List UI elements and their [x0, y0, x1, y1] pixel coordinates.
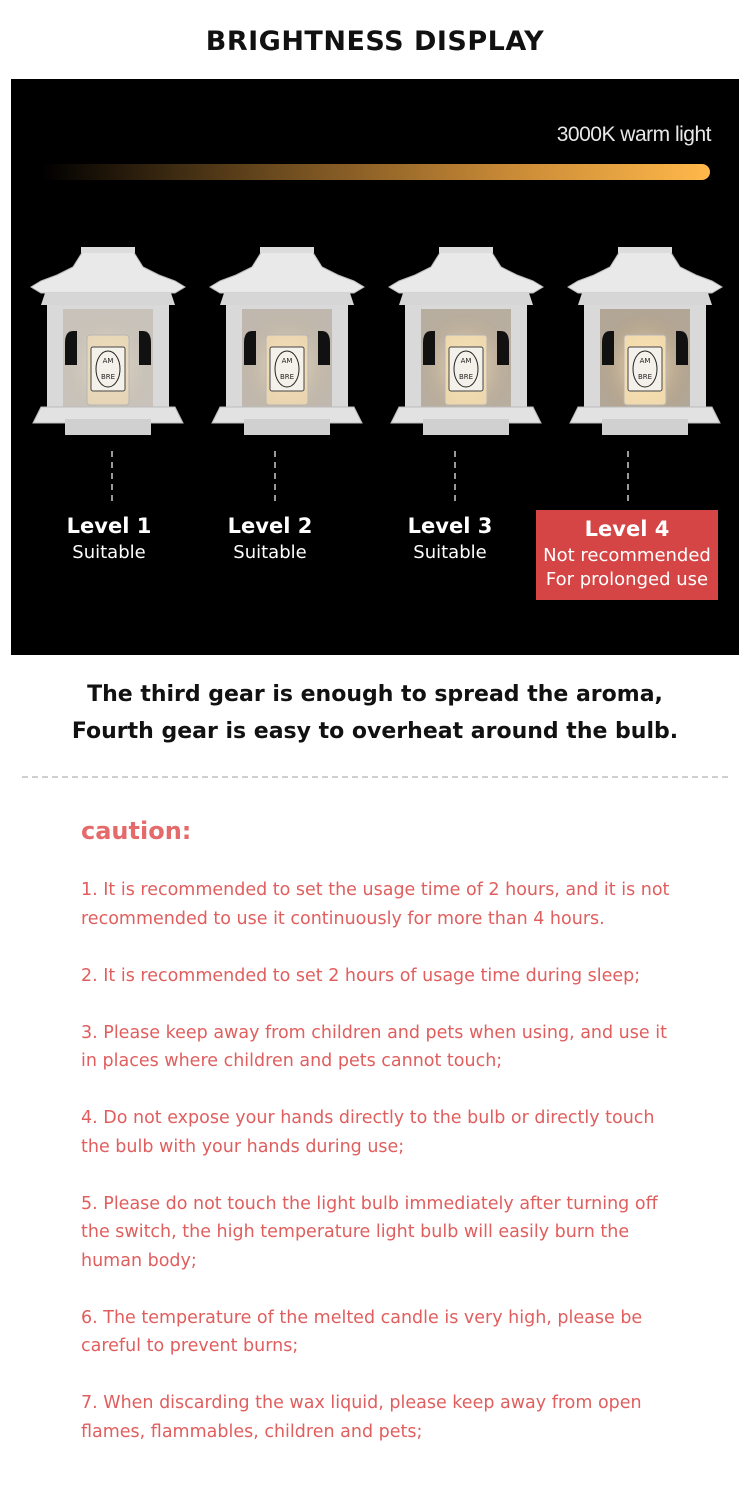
brightness-gradient-bar — [41, 164, 710, 180]
level-2-label — [210, 511, 330, 565]
svg-text:BRE: BRE — [458, 373, 474, 381]
caution-item: 2. It is recommended to set 2 hours of usage time during sleep; — [81, 965, 641, 986]
level-note: Suitable — [413, 542, 487, 563]
caution-item: 1. It is recommended to set the usage time of 2 hours, and it is not recommended to use it continuously for more than 4 hours. — [81, 880, 670, 929]
lamp-image-level-2 — [204, 247, 370, 439]
lamp-image-level-3 — [383, 247, 549, 439]
summary-text — [0, 676, 750, 750]
level-note: Suitable — [233, 542, 307, 563]
svg-text:AM: AM — [460, 357, 472, 365]
color-temperature-label: 3000K warm light — [556, 123, 711, 146]
caution-heading: caution: — [81, 817, 192, 845]
level-name: Level 3 — [407, 514, 493, 538]
level-4-warning-label — [536, 510, 718, 600]
level-name: Level 1 — [66, 514, 152, 538]
lamp-image-level-4 — [562, 247, 728, 439]
level-1-label — [49, 511, 169, 565]
page-title: BRIGHTNESS DISPLAY — [205, 26, 545, 57]
level-3-label — [390, 511, 510, 565]
caution-list — [81, 876, 681, 1475]
dashed-connector — [454, 451, 456, 501]
dashed-connector — [627, 451, 629, 501]
svg-text:AM: AM — [281, 357, 293, 365]
caution-item: 6. The temperature of the melted candle is very high, please be careful to prevent burns; — [81, 1307, 643, 1356]
svg-text:BRE: BRE — [279, 373, 295, 381]
summary-line-1: The third gear is enough to spread the aroma, — [87, 682, 663, 707]
svg-text:AM: AM — [639, 357, 651, 365]
level-note: Suitable — [72, 542, 146, 563]
caution-item: 7. When discarding the wax liquid, please keep away from open flames, flammables, children and pets; — [81, 1393, 642, 1442]
dashed-connector — [274, 451, 276, 501]
brightness-panel — [11, 79, 739, 655]
dashed-divider — [22, 776, 728, 778]
svg-text:BRE: BRE — [100, 373, 116, 381]
svg-text:BRE: BRE — [637, 373, 653, 381]
lamp-image-level-1 — [25, 247, 191, 439]
level-name: Level 2 — [227, 514, 313, 538]
summary-line-2: Fourth gear is easy to overheat around the bulb. — [71, 719, 679, 744]
level-name: Level 4 — [584, 517, 670, 541]
dashed-connector — [111, 451, 113, 501]
level-note-secondary: For prolonged use — [545, 569, 709, 590]
level-note: Not recommended — [543, 545, 711, 566]
svg-text:AM: AM — [102, 357, 114, 365]
caution-item: 3. Please keep away from children and pets when using, and use it in places where children and pets cannot touch; — [81, 1022, 667, 1071]
caution-item: 4. Do not expose your hands directly to the bulb or directly touch the bulb with your hands during use; — [81, 1108, 655, 1157]
caution-item: 5. Please do not touch the light bulb immediately after turning off the switch, the high temperature light bulb will easily burn the human body; — [81, 1193, 658, 1271]
